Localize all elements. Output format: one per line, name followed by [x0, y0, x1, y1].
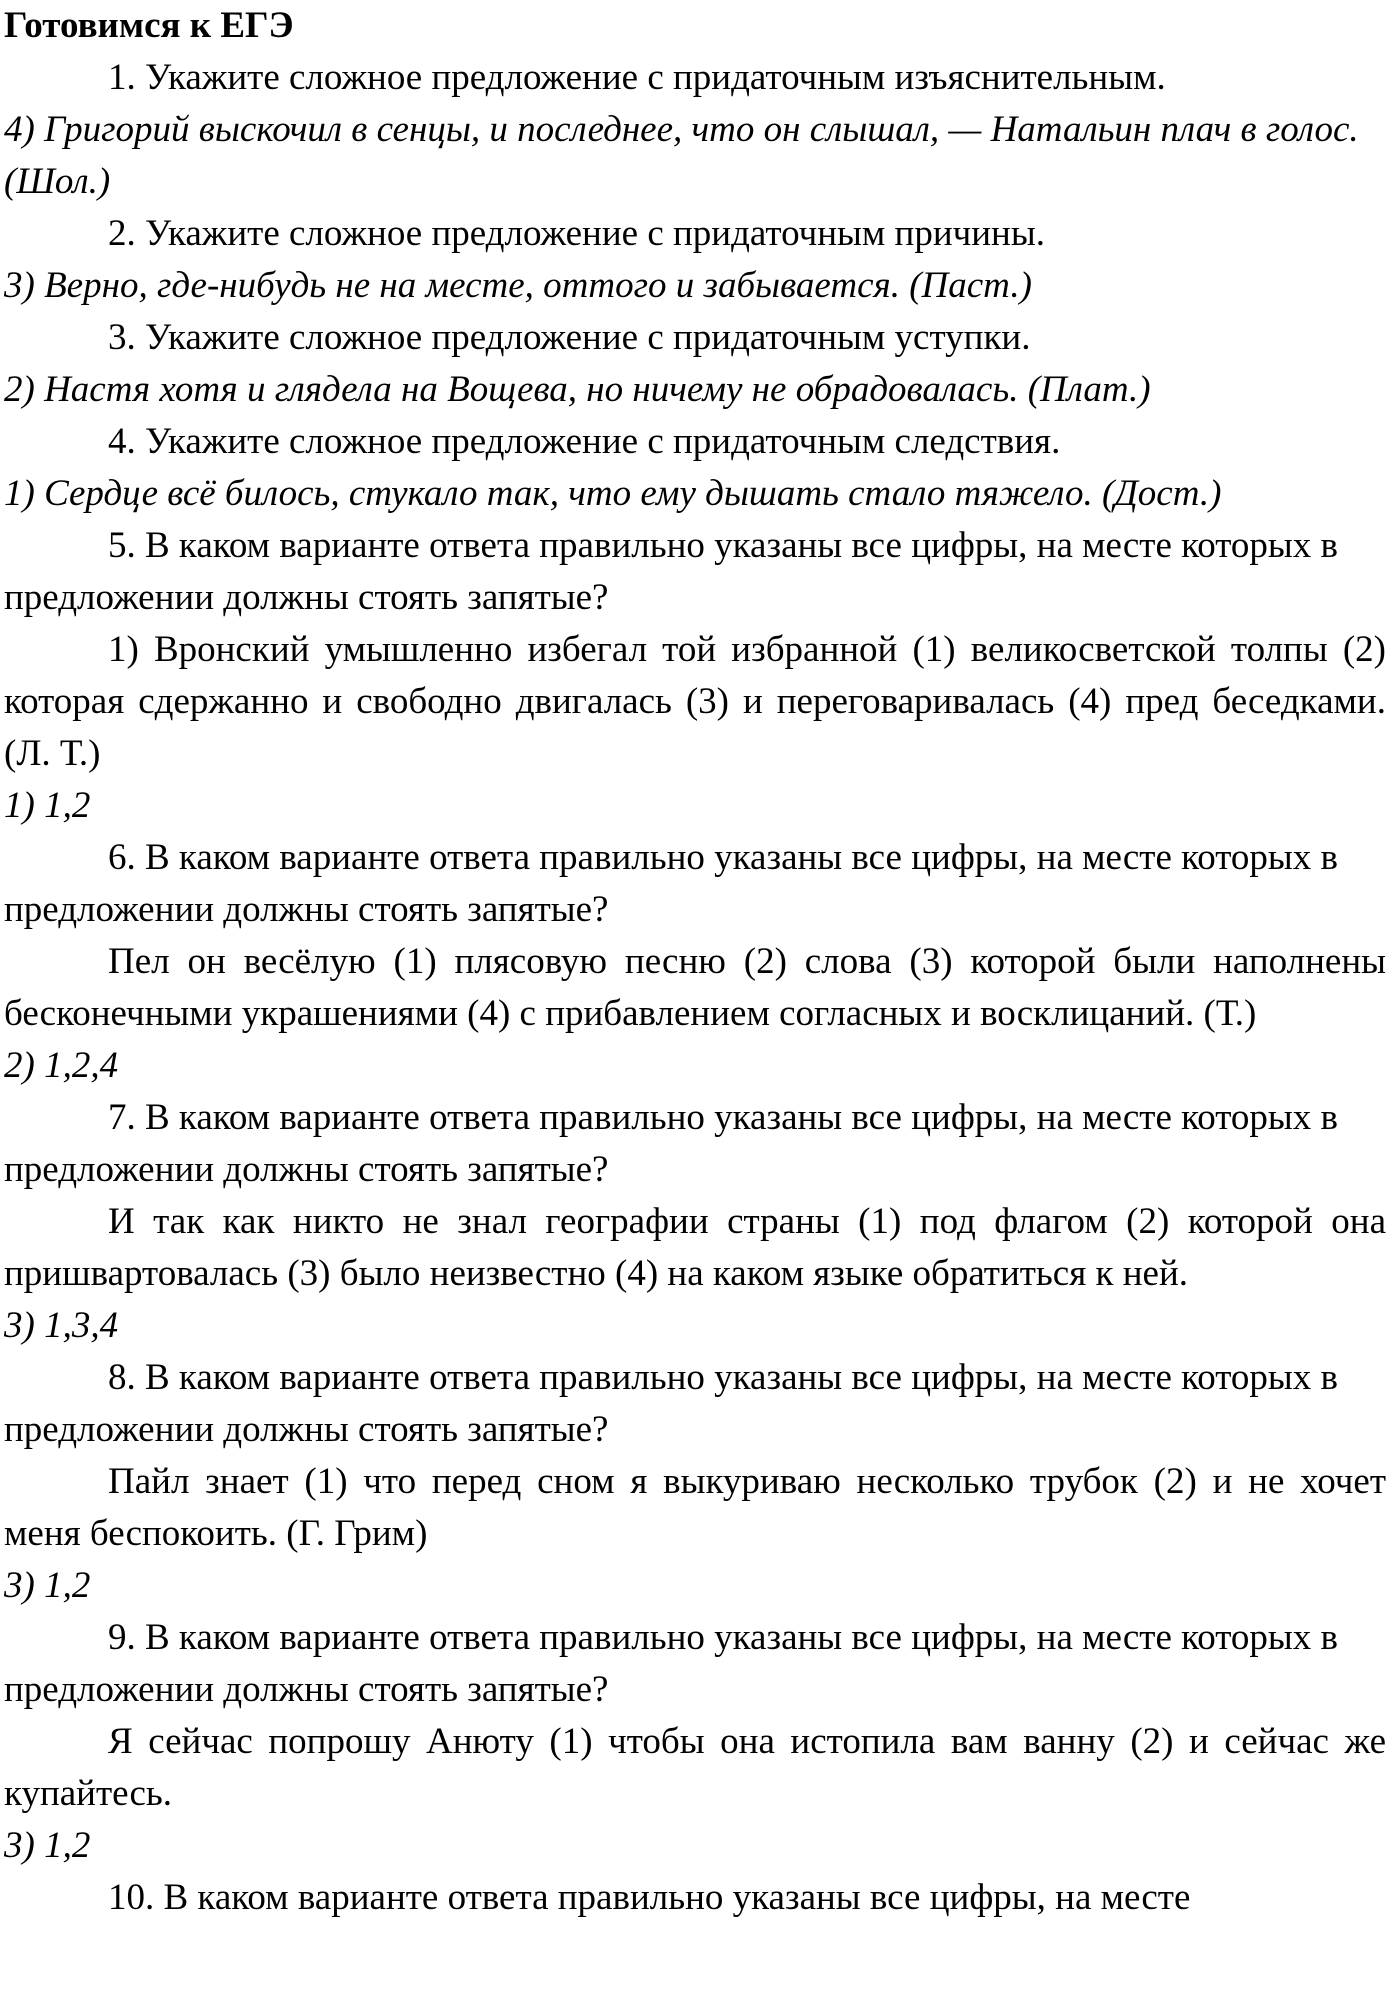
sentence-6: Пел он весёлую (1) плясовую песню (2) слова (3) которой были наполнены бесконечными украшениями (4) с прибавлением согласных и восклицаний. (Т.)	[4, 941, 1386, 1034]
sentence-9: Я сейчас попрошу Анюту (1) чтобы она истопила вам ванну (2) и сейчас же купайтесь.	[4, 1721, 1386, 1814]
sentence-5: 1) Вронский умышленно избегал той избранной (1) великосветской толпы (2) которая сдержанно и свободно двигалась (3) и переговаривалась (4) пред беседками. (Л. Т.)	[4, 629, 1386, 774]
sentence-8: Пайл знает (1) что перед сном я выкуриваю несколько трубок (2) и не хочет меня беспокоить. (Г. Грим)	[4, 1461, 1386, 1554]
answer-2: 3) Верно, где-нибудь не на месте, оттого и забывается. (Паст.)	[4, 265, 1032, 306]
page-title: Готовимся к ЕГЭ	[4, 5, 294, 46]
question-5: 5. В каком варианте ответа правильно указаны все цифры, на месте которых в предложении должны стоять запятые?	[4, 525, 1339, 618]
answer-9: 3) 1,2	[4, 1825, 91, 1866]
question-9: 9. В каком варианте ответа правильно указаны все цифры, на месте которых в предложении должны стоять запятые?	[4, 1617, 1339, 1710]
question-3: 3. Укажите сложное предложение с придаточным уступки.	[108, 317, 1031, 358]
question-8: 8. В каком варианте ответа правильно указаны все цифры, на месте которых в предложении должны стоять запятые?	[4, 1357, 1339, 1450]
answer-8: 3) 1,2	[4, 1565, 91, 1606]
answer-1: 4) Григорий выскочил в сенцы, и последнее, что он слышал, — Натальин плач в голос. (Шол.)	[4, 109, 1359, 202]
answer-3: 2) Настя хотя и глядела на Вощева, но ничему не обрадовалась. (Плат.)	[4, 369, 1151, 410]
question-10: 10. В каком варианте ответа правильно указаны все цифры, на месте	[108, 1877, 1191, 1918]
question-7: 7. В каком варианте ответа правильно указаны все цифры, на месте которых в предложении должны стоять запятые?	[4, 1097, 1339, 1190]
question-2: 2. Укажите сложное предложение с придаточным причины.	[108, 213, 1045, 254]
answer-6: 2) 1,2,4	[4, 1045, 119, 1086]
question-1: 1. Укажите сложное предложение с придаточным изъяснительным.	[108, 57, 1166, 98]
answer-7: 3) 1,3,4	[4, 1305, 119, 1346]
answer-5: 1) 1,2	[4, 785, 91, 826]
question-6: 6. В каком варианте ответа правильно указаны все цифры, на месте которых в предложении должны стоять запятые?	[4, 837, 1339, 930]
sentence-7: И так как никто не знал географии страны (1) под флагом (2) которой она пришвартовалась (3) было неизвестно (4) на каком языке обратиться к ней.	[4, 1201, 1386, 1294]
question-4: 4. Укажите сложное предложение с придаточным следствия.	[108, 421, 1061, 462]
answer-4: 1) Сердце всё билось, стукало так, что ему дышать стало тяжело. (Дост.)	[4, 473, 1222, 514]
